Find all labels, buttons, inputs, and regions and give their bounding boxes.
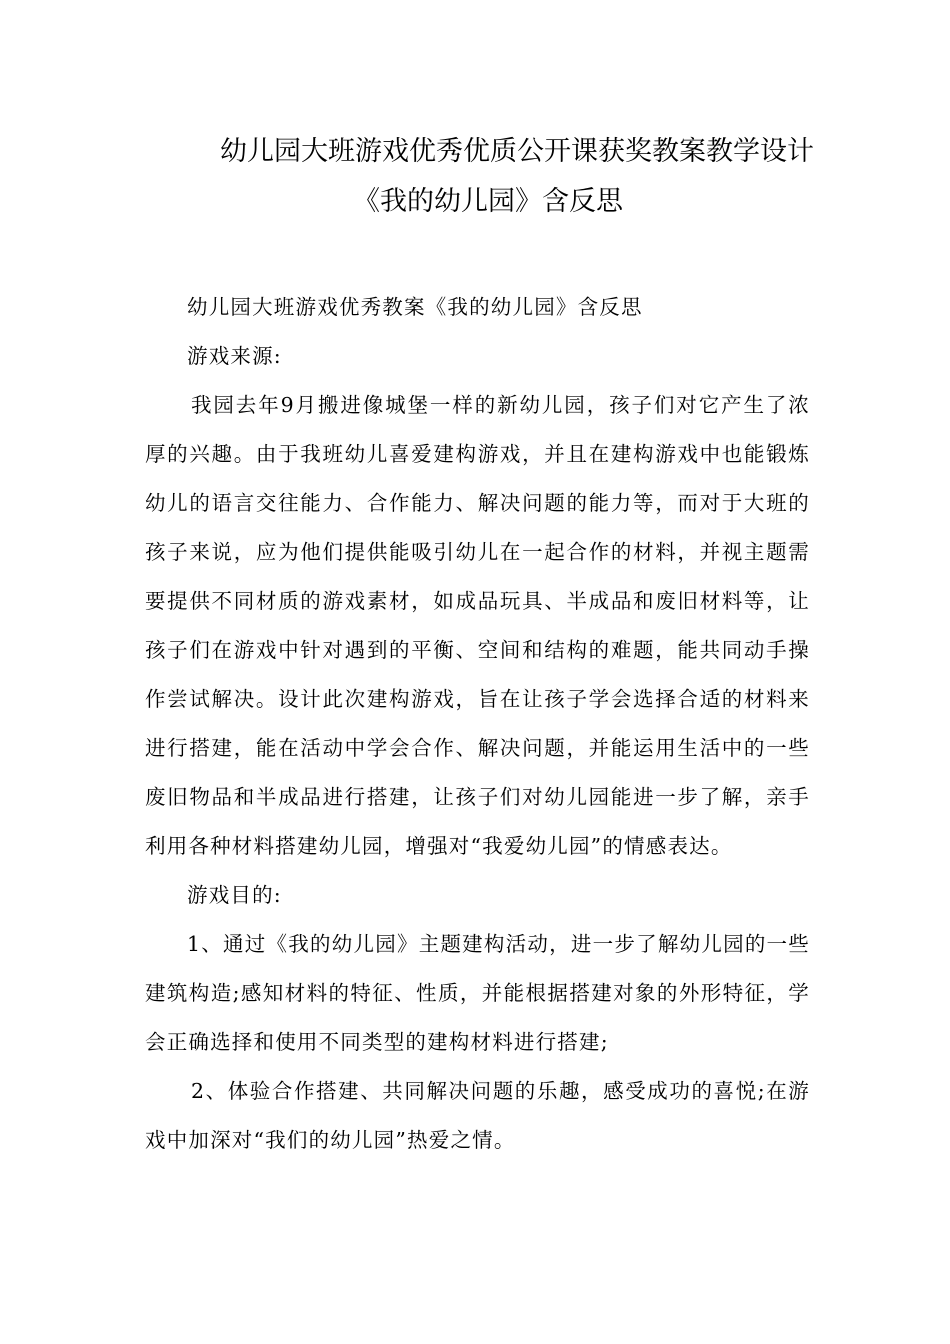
paragraph-heading-source: 游戏来源: — [187, 344, 282, 368]
document-body — [145, 283, 810, 1165]
paragraph-source-text: 我园去年9月搬进像城堡一样的新幼儿园，孩子们对它产生了浓厚的兴趣。由于我班幼儿喜爱建构游戏，并且在建构游戏中也能锻炼幼儿的语言交往能力、合作能力、解决问题的能力等，而对于大班的孩子来说，应为他们提供能吸引幼儿在一起合作的材料，并视主题需要提供不同材质的游戏素材，如成品玩具、半成品和废旧材料等，让孩子们在游戏中针对遇到的平衡、空间和结构的难题，能共同动手操作尝试解决。设计此次建构游戏，旨在让孩子学会选择合适的材料来进行搭建，能在活动中学会合作、解决问题，并能运用生活中的一些废旧物品和半成品进行搭建，让孩子们对幼儿园能进一步了解，亲手利用各种材料搭建幼儿园，增强对“我爱幼儿园”的情感表达。 — [145, 393, 810, 858]
paragraph-subtitle: 幼儿园大班游戏优秀教案《我的幼儿园》含反思 — [187, 295, 643, 319]
document-title-line-2: 《我的幼儿园》含反思 — [353, 186, 623, 217]
paragraph-purpose-2: 2、体验合作搭建、共同解决问题的乐趣，感受成功的喜悦;在游戏中加深对“我们的幼儿园”热爱之情。 — [145, 1079, 810, 1152]
document-title-line-1: 幼儿园大班游戏优秀优质公开课获奖教案教学设计 — [220, 136, 814, 167]
paragraph-heading-purpose: 游戏目的: — [187, 883, 282, 907]
paragraph-purpose-1: 1、通过《我的幼儿园》主题建构活动，进一步了解幼儿园的一些建筑构造;感知材料的特征、性质，并能根据搭建对象的外形特征，学会正确选择和使用不同类型的建构材料进行搭建; — [145, 932, 810, 1054]
